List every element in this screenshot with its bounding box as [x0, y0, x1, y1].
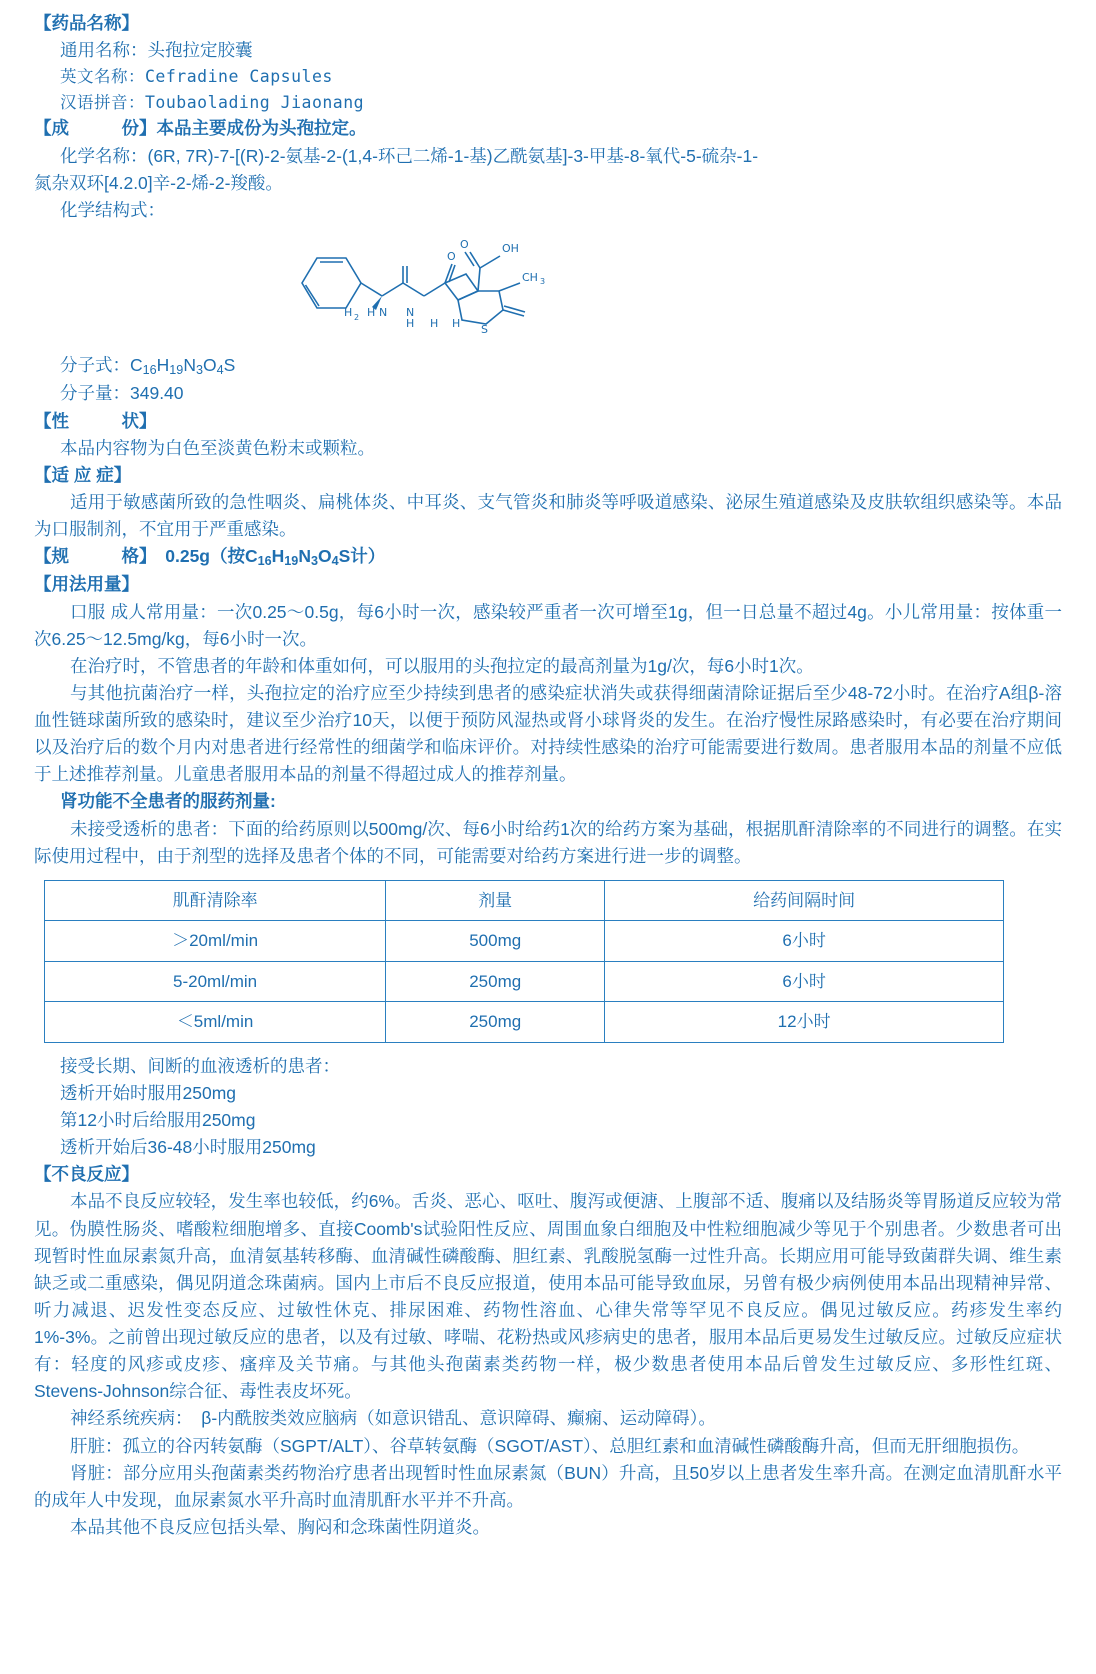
dialysis-title: 接受长期、间断的血液透析的患者：	[60, 1055, 340, 1076]
adverse-paragraph-1: 本品不良反应较轻，发生率也较低，约6%。舌炎、恶心、呕吐、腹泻或便溏、上腹部不适、腹痛以及结肠炎等胃肠道反应较为常见。伪膜性肠炎、嗜酸粒细胞增多、直接Coomb's试验阳性反应、周围血象白细胞及中性粒细胞减少等见于个别患者。少数患者可出现暂时性血尿素氮升高，血清氨基转移酶、血清碱性磷酸酶、胆红素、乳酸脱氢酶一过性升高。长期应用可能导致菌群失调、维生素缺乏或二重感染，偶见阴道念珠菌病。国内上市后不良反应报道，使用本品可能导致血尿，另曾有极少病例使用本品出现精神异常、听力减退、迟发性变态反应、过敏性休克、排尿困难、药物性溶血、心律失常等罕见不良反应。偶见过敏反应。药疹发生率约1%-3%。之前曾出现过敏反应的患者，以及有过敏、哮喘、花粉热或风疹病史的患者，服用本品后更易发生过敏反应。过敏反应症状有：轻度的风疹或皮疹、瘙痒及关节痛。与其他头孢菌素类药物一样，极少数患者使用本品后曾发生过敏反应、多形性红斑、Stevens-Johnson综合征、毒性表皮坏死。	[34, 1191, 1062, 1402]
adverse-paragraph-4: 肾脏：部分应用头孢菌素类药物治疗患者出现暂时性血尿素氮（BUN）升高，且50岁以上患者发生率升高。在测定血清肌酐水平的成年人中发现，血尿素氮水平升高时血清肌酐水平并不升高。	[34, 1462, 1062, 1510]
table-header-cell: 肌酐清除率	[45, 880, 386, 921]
section-heading-adverse-reactions: 【不良反应】	[34, 1164, 139, 1185]
chemical-structure-diagram	[34, 228, 1062, 350]
adverse-paragraph-3: 肝脏：孤立的谷丙转氨酶（SGPT/ALT）、谷草转氨酶（SGOT/AST）、总胆红素和血清碱性磷酸酶升高，但而无肝细胞损伤。	[70, 1435, 1030, 1456]
svg-text:3: 3	[540, 276, 546, 286]
dosage-paragraph-4: 未接受透析的患者：下面的给药原则以500mg/次、每6小时给药1次的给药方案为基础，根据肌酐清除率的不同进行的调整。在实际使用过程中，由于剂型的选择及患者个体的不同，可能需要对给药方案进行进一步的调整。	[34, 818, 1062, 866]
molecular-weight-line: 分子量：349.40	[60, 383, 184, 404]
svg-text:S: S	[481, 322, 488, 336]
composition-heading-text: 【成 份】	[34, 118, 157, 139]
specification-value: 0.25g（按$C_{16}H_{19}N_3O_4S$计）	[165, 546, 386, 568]
svg-text:2: 2	[354, 312, 360, 322]
chemical-name-line-2: 氮杂双环[4.2.0]辛-2-烯-2-羧酸。	[34, 172, 283, 193]
table-cell: ＜5ml/min	[45, 1002, 386, 1043]
svg-text:O: O	[447, 249, 456, 263]
dosage-paragraph-1: 口服 成人常用量：一次0.25～0.5g，每6小时一次，感染较严重者一次可增至1g，但一日总量不超过4g。小儿常用量：按体重一次6.25～12.5mg/kg，每6小时一次。	[34, 601, 1062, 649]
table-row	[45, 921, 1004, 962]
english-name-line: 英文名称：Cefradine Capsules	[60, 67, 333, 87]
chemical-name-line-1: 化学名称：(6R, 7R)-7-[(R)-2-氨基-2-(1,4-环己二烯-1-基)乙酰氨基]-3-甲基-8-氧代-5-硫杂-1-	[60, 145, 759, 166]
table-cell: 6小时	[605, 921, 1004, 962]
table-cell: ＞20ml/min	[45, 921, 386, 962]
renal-dosing-table	[44, 880, 1004, 1043]
section-heading-indications: 【适 应 症】	[34, 464, 132, 485]
svg-text:O: O	[460, 237, 469, 251]
molecular-formula-line: 分子式：$C_{16}H_{19}N_3O_4S$	[60, 355, 236, 377]
svg-text:N: N	[406, 305, 415, 319]
generic-name-line: 通用名称：头孢拉定胶囊	[60, 40, 253, 61]
dosage-paragraph-3: 与其他抗菌治疗一样，头孢拉定的治疗应至少持续到患者的感染症状消失或获得细菌清除证据后至少48-72小时。在治疗A组β-溶血性链球菌所致的感染时，建议至少治疗10天，以便于预防风湿热或肾小球肾炎的发生。在治疗慢性尿路感染时，有必要在治疗期间以及治疗后的数个月内对患者进行经常性的细菌学和临床评价。对持续性感染的治疗可能需要进行数周。患者服用本品的剂量不应低于上述推荐剂量。儿童患者服用本品的剂量不得超过成人的推荐剂量。	[34, 682, 1062, 785]
table-row	[45, 961, 1004, 1002]
pinyin-name-line: 汉语拼音：Toubaolading Jiaonang	[60, 92, 365, 112]
section-heading-properties: 【性 状】	[34, 410, 157, 431]
adverse-paragraph-5: 本品其他不良反应包括头晕、胸闷和念珠菌性阴道炎。	[70, 1516, 490, 1537]
adverse-paragraph-2: 神经系统疾病： β-内酰胺类效应脑病（如意识错乱、意识障碍、癫痫、运动障碍）。	[70, 1408, 716, 1429]
table-header-cell: 剂量	[386, 880, 605, 921]
svg-text:H: H	[367, 305, 376, 319]
section-heading-dosage: 【用法用量】	[34, 574, 139, 595]
section-heading-specification	[34, 543, 1062, 571]
svg-text:CH: CH	[522, 270, 538, 284]
dialysis-line-2: 第12小时后给服用250mg	[60, 1110, 256, 1131]
properties-text: 本品内容物为白色至淡黄色粉末或颗粒。	[60, 437, 375, 458]
indications-text: 适用于敏感菌所致的急性咽炎、扁桃体炎、中耳炎、支气管炎和肺炎等呼吸道感染、泌尿生殖道感染及皮肤软组织感染等。本品为口服制剂，不宜用于严重感染。	[34, 491, 1062, 540]
table-cell: 6小时	[605, 961, 1004, 1002]
dialysis-line-3: 透析开始后36-48小时服用250mg	[60, 1137, 316, 1158]
table-header-row	[45, 880, 1004, 921]
table-cell: 250mg	[386, 961, 605, 1002]
svg-text:OH: OH	[502, 241, 519, 255]
table-cell: 5-20ml/min	[45, 961, 386, 1002]
svg-text:H: H	[406, 316, 415, 330]
table-header-cell: 给药间隔时间	[605, 880, 1004, 921]
svg-text:H: H	[452, 316, 461, 330]
table-cell: 250mg	[386, 1002, 605, 1043]
structure-label: 化学结构式：	[60, 199, 165, 220]
dosage-paragraph-2: 在治疗时，不管患者的年龄和体重如何，可以服用的头孢拉定的最高剂量为1g/次，每6小时1次。	[70, 655, 814, 676]
renal-dosing-heading: 肾功能不全患者的服药剂量:	[60, 791, 276, 812]
svg-text:H: H	[430, 316, 439, 330]
svg-text:H: H	[344, 305, 353, 319]
svg-text:N: N	[379, 305, 388, 319]
specification-heading-text: 【规 格】	[34, 546, 148, 567]
table-cell: 12小时	[605, 1002, 1004, 1043]
table-row	[45, 1002, 1004, 1043]
table-cell: 500mg	[386, 921, 605, 962]
dialysis-line-1: 透析开始时服用250mg	[60, 1082, 237, 1103]
section-heading-composition	[34, 115, 1062, 142]
composition-intro: 本品主要成份为头孢拉定。	[156, 118, 367, 139]
section-heading-drug-name: 【药品名称】	[34, 13, 139, 33]
